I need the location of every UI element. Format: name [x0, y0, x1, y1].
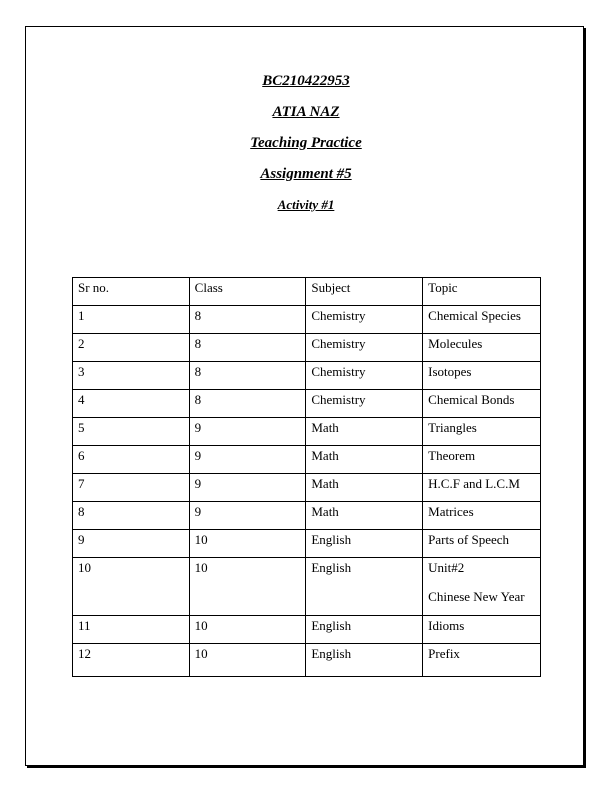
- topic-line-1: Unit#2: [428, 560, 465, 575]
- table-cell: 3: [73, 362, 190, 390]
- table-cell: [423, 558, 541, 616]
- table-cell: 6: [73, 446, 190, 474]
- table-cell: Molecules: [423, 334, 541, 362]
- table-cell: 5: [73, 418, 190, 446]
- table-row: [73, 334, 541, 362]
- table-row: [73, 418, 541, 446]
- table-cell: English: [306, 530, 423, 558]
- table-row: [73, 474, 541, 502]
- table-cell: Chemistry: [306, 390, 423, 418]
- course-heading: Teaching Practice: [250, 135, 362, 151]
- table-cell: 12: [73, 644, 190, 677]
- table-cell: Parts of Speech: [423, 530, 541, 558]
- table-cell: Isotopes: [423, 362, 541, 390]
- table-cell: 2: [73, 334, 190, 362]
- activity-heading: Activity #1: [277, 197, 335, 212]
- table-cell: 8: [189, 334, 306, 362]
- table-row: [73, 502, 541, 530]
- assignment-heading: Assignment #5: [260, 166, 352, 182]
- topic-line-2: Chinese New Year: [428, 589, 525, 604]
- table-cell: Chemistry: [306, 306, 423, 334]
- table-row: [73, 558, 541, 616]
- table-cell: Chemical Species: [423, 306, 541, 334]
- table-cell: Triangles: [423, 418, 541, 446]
- table-header-row: [73, 278, 541, 306]
- column-header: Class: [189, 278, 306, 306]
- table-cell: Idioms: [423, 616, 541, 644]
- table-cell: 10: [189, 530, 306, 558]
- table-cell: Matrices: [423, 502, 541, 530]
- table-cell: Chemistry: [306, 334, 423, 362]
- table-cell: Math: [306, 446, 423, 474]
- table-cell: 8: [189, 306, 306, 334]
- table-cell: English: [306, 616, 423, 644]
- table-row: [73, 530, 541, 558]
- table-cell: 9: [189, 418, 306, 446]
- student-name-heading: ATIA NAZ: [272, 104, 340, 120]
- table-cell: 8: [189, 390, 306, 418]
- column-header: Topic: [423, 278, 541, 306]
- table-cell: Chemical Bonds: [423, 390, 541, 418]
- table-cell: 10: [189, 644, 306, 677]
- table-row: [73, 306, 541, 334]
- table-cell: 4: [73, 390, 190, 418]
- table-cell: H.C.F and L.C.M: [423, 474, 541, 502]
- table-cell: 9: [189, 474, 306, 502]
- table-cell: 9: [189, 446, 306, 474]
- table-cell: Theorem: [423, 446, 541, 474]
- table-row: [73, 390, 541, 418]
- column-header: Sr no.: [73, 278, 190, 306]
- student-id-heading: BC210422953: [262, 73, 350, 89]
- table-cell: 9: [73, 530, 190, 558]
- table-cell: English: [306, 644, 423, 677]
- table-row: [73, 362, 541, 390]
- table-cell: 10: [73, 558, 190, 616]
- table-cell: 10: [189, 558, 306, 616]
- table-cell: English: [306, 558, 423, 616]
- table-cell: Math: [306, 418, 423, 446]
- table-cell: 9: [189, 502, 306, 530]
- table-cell: 10: [189, 616, 306, 644]
- table-row: [73, 616, 541, 644]
- table-cell: 7: [73, 474, 190, 502]
- table-cell: 8: [189, 362, 306, 390]
- table-cell: Math: [306, 502, 423, 530]
- table-cell: Chemistry: [306, 362, 423, 390]
- topics-table: [72, 277, 541, 677]
- column-header: Subject: [306, 278, 423, 306]
- table-row: [73, 644, 541, 677]
- table-cell: 11: [73, 616, 190, 644]
- table-row: [73, 446, 541, 474]
- table-cell: 1: [73, 306, 190, 334]
- table-cell: Math: [306, 474, 423, 502]
- table-cell: Prefix: [423, 644, 541, 677]
- table-cell: 8: [73, 502, 190, 530]
